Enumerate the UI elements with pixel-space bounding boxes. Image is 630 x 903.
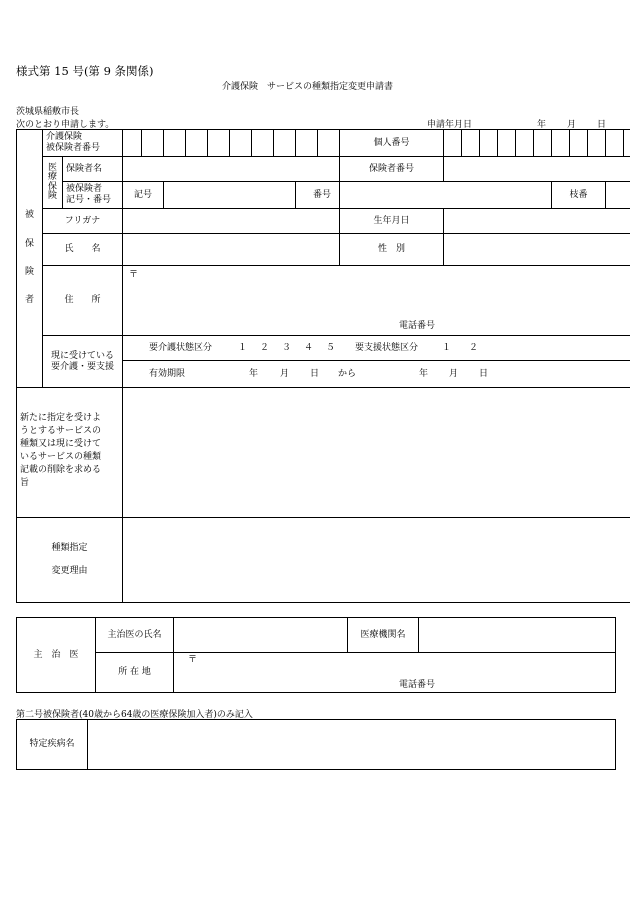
period-day-2: 日	[479, 369, 489, 379]
name-field[interactable]	[123, 234, 340, 266]
symbol-field[interactable]	[164, 182, 296, 209]
valid-period-label: 有効期限	[149, 369, 186, 379]
symbol-label: 記号	[123, 182, 164, 209]
gender-field[interactable]	[444, 234, 630, 266]
doctor-postal-mark: 〒	[188, 655, 198, 665]
doctor-section-label: 主 治 医	[17, 618, 96, 693]
period-year: 年	[249, 369, 259, 379]
personal-number-digit[interactable]	[444, 130, 462, 157]
disease-field[interactable]	[88, 720, 616, 770]
personal-number-digit[interactable]	[606, 130, 624, 157]
phone-label: 電話番号	[399, 321, 436, 331]
branch-label: 枝番	[552, 182, 606, 209]
care-level-options[interactable]: １ ２ ３ ４ ５	[238, 343, 338, 353]
insured-number-digit[interactable]	[164, 130, 186, 157]
service-designation-field[interactable]	[123, 388, 630, 518]
doctor-name-label: 主治医の氏名	[96, 618, 174, 653]
medical-insurance-label: 医 療 保 険	[43, 157, 63, 209]
insurer-number-field[interactable]	[444, 157, 630, 182]
insured-number-digit[interactable]	[296, 130, 318, 157]
personal-number-digit[interactable]	[624, 130, 630, 157]
insurer-name-field[interactable]	[123, 157, 340, 182]
personal-number-digit[interactable]	[498, 130, 516, 157]
personal-number-digit[interactable]	[462, 130, 480, 157]
number-label: 番号	[296, 182, 340, 209]
branch-field[interactable]	[606, 182, 630, 209]
insured-number-digit[interactable]	[186, 130, 208, 157]
period-month-2: 月	[449, 369, 459, 379]
insured-number-digit[interactable]	[142, 130, 164, 157]
insured-number-label: 介護保険 被保険者番号	[43, 130, 123, 157]
insured-number-digit[interactable]	[274, 130, 296, 157]
period-day: 日	[310, 369, 320, 379]
insured-number-digit[interactable]	[208, 130, 230, 157]
period-month: 月	[280, 369, 290, 379]
gender-label: 性 別	[340, 234, 444, 266]
personal-number-digit[interactable]	[534, 130, 552, 157]
institution-field[interactable]	[419, 618, 616, 653]
addressee: 茨城県稲敷市長	[16, 107, 80, 117]
insured-section-label: 被 保 険 者	[17, 130, 43, 388]
support-level-options[interactable]: １ ２	[442, 343, 479, 353]
number-field[interactable]	[340, 182, 552, 209]
apply-month-label: 月	[567, 120, 577, 130]
postal-mark: 〒	[129, 270, 139, 280]
secondary-insured-note: 第二号被保険者(40歳から64歳の医療保険加入者)のみ記入	[16, 710, 253, 720]
disease-table	[16, 719, 616, 770]
insured-symbol-label: 被保険者 記号・番号	[63, 182, 123, 209]
doctor-name-field[interactable]	[174, 618, 348, 653]
change-reason-label: 種類指定 変更理由	[17, 518, 123, 603]
birthdate-label: 生年月日	[340, 209, 444, 234]
request-text: 次のとおり申請します。	[16, 120, 115, 130]
insured-number-digit[interactable]	[318, 130, 340, 157]
insurer-name-label: 保険者名	[63, 157, 123, 182]
period-year-2: 年	[419, 369, 429, 379]
personal-number-digit[interactable]	[570, 130, 588, 157]
doctor-phone-label: 電話番号	[399, 680, 436, 690]
birthdate-field[interactable]	[444, 209, 630, 234]
location-label: 所 在 地	[96, 653, 174, 693]
form-number: 様式第 15 号(第 9 条関係)	[16, 64, 154, 78]
doctor-table	[16, 617, 616, 693]
care-level-label: 要介護状態区分	[149, 343, 213, 353]
insured-table	[16, 129, 630, 603]
location-field[interactable]	[174, 653, 616, 693]
furigana-label: フリガナ	[43, 209, 123, 234]
insured-number-digit[interactable]	[230, 130, 252, 157]
personal-number-digit[interactable]	[552, 130, 570, 157]
change-reason-field[interactable]	[123, 518, 630, 603]
personal-number-digit[interactable]	[588, 130, 606, 157]
apply-date-label: 申請年月日	[427, 120, 473, 130]
personal-number-label: 個人番号	[340, 130, 444, 157]
address-field[interactable]	[123, 266, 630, 336]
care-status-label: 現に受けている 要介護・要支援	[43, 336, 123, 388]
insured-number-digit[interactable]	[123, 130, 142, 157]
institution-label: 医療機関名	[348, 618, 419, 653]
furigana-field[interactable]	[123, 209, 340, 234]
care-status-cell	[123, 336, 630, 388]
name-label: 氏 名	[43, 234, 123, 266]
insurer-number-label: 保険者番号	[340, 157, 444, 182]
disease-label: 特定疾病名	[17, 720, 88, 770]
insured-number-digit[interactable]	[252, 130, 274, 157]
period-from: から	[338, 369, 357, 379]
personal-number-digit[interactable]	[516, 130, 534, 157]
form-title: 介護保険 サービスの種類指定変更申請書	[222, 82, 394, 92]
service-designation-label: 新たに指定を受けよ うとするサービスの 種類又は現に受けて いるサービスの種類 記載の削除を求める 旨	[17, 388, 123, 518]
apply-year-label: 年	[537, 120, 547, 130]
apply-day-label: 日	[597, 120, 607, 130]
personal-number-digit[interactable]	[480, 130, 498, 157]
address-label: 住 所	[43, 266, 123, 336]
support-level-label: 要支援状態区分	[355, 343, 419, 353]
